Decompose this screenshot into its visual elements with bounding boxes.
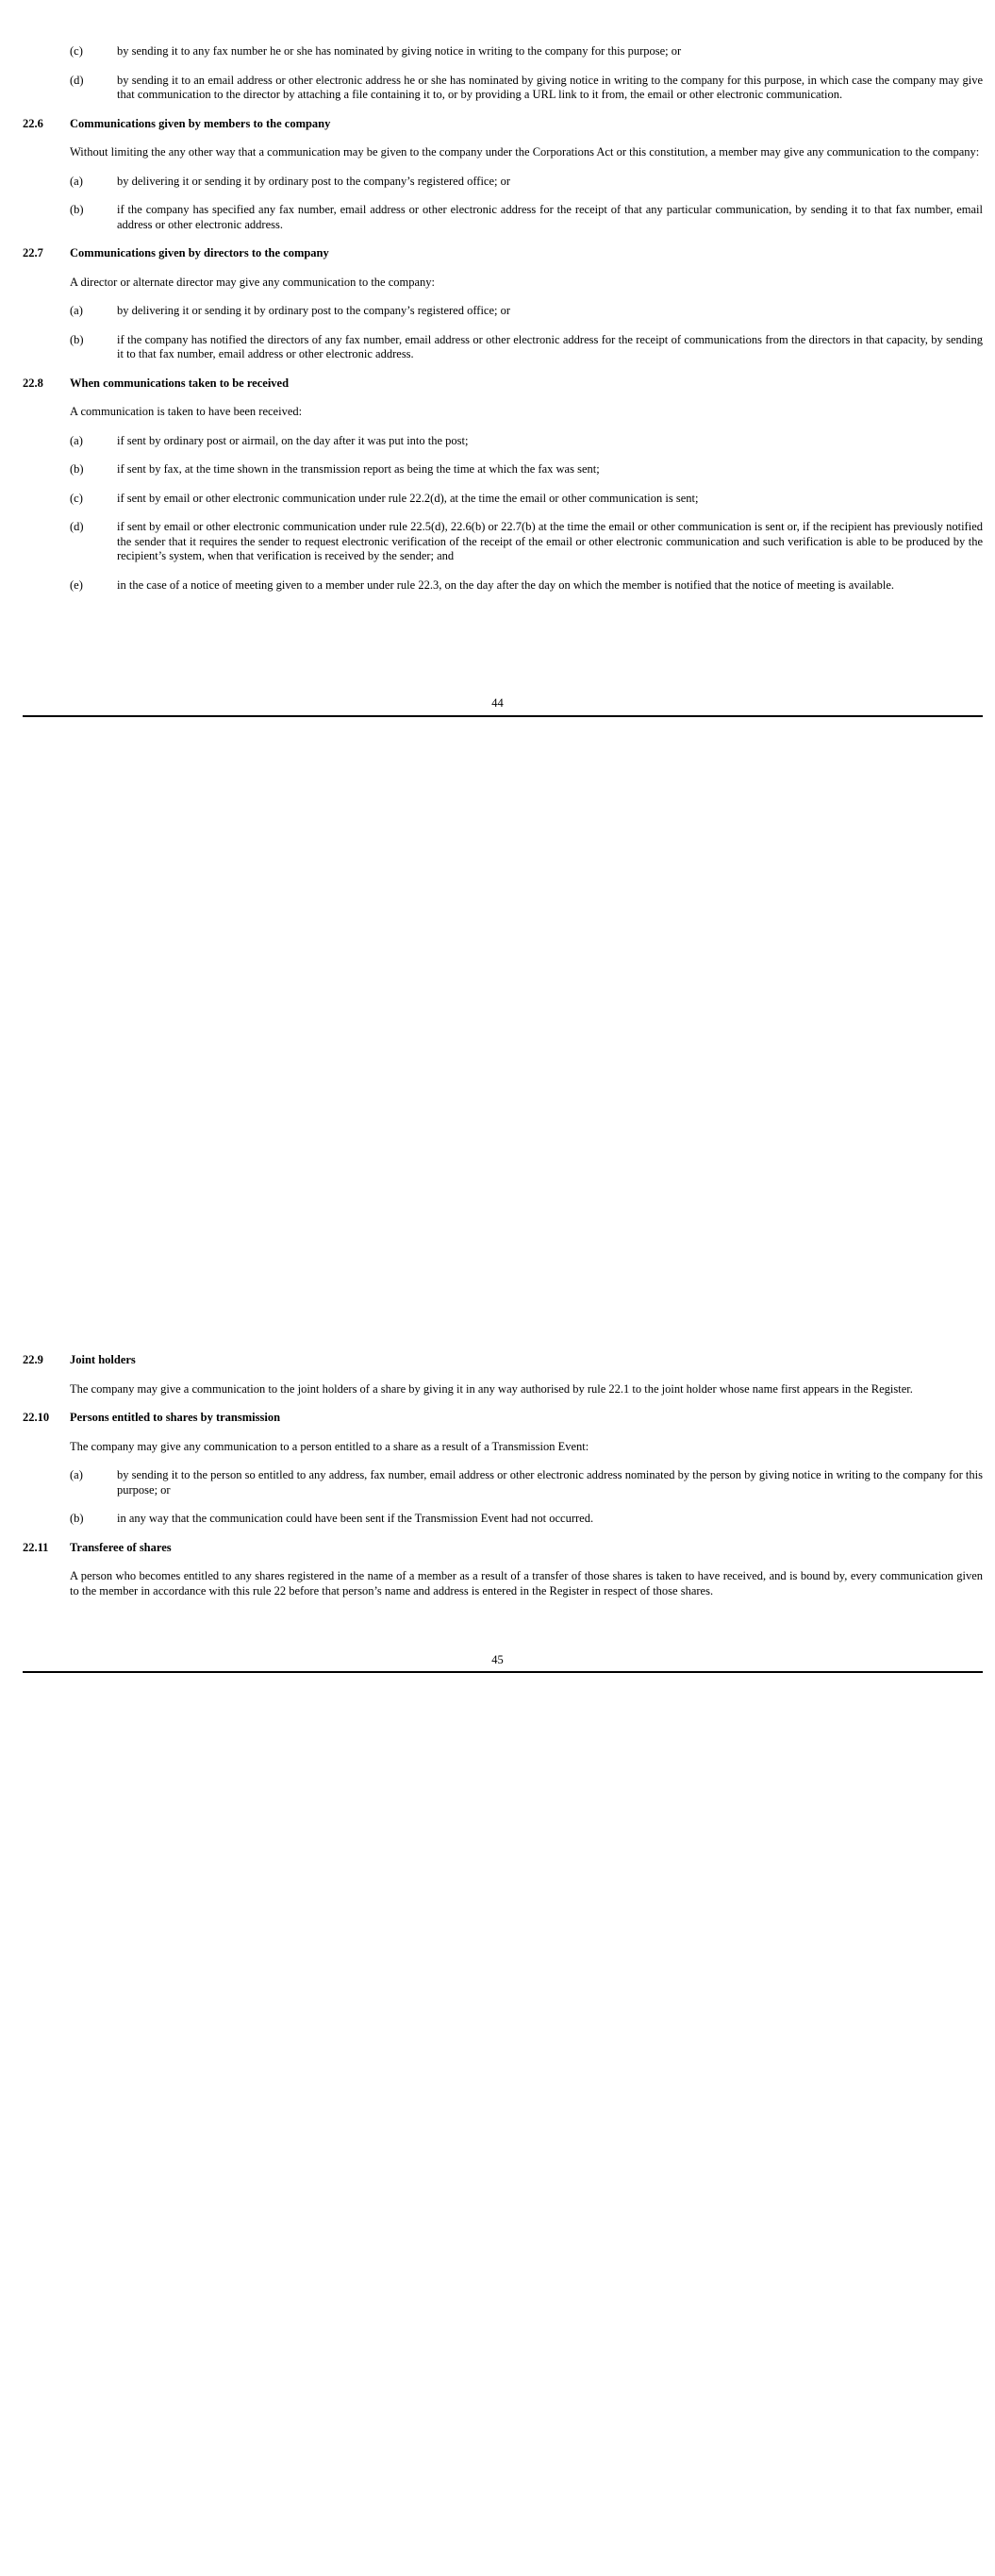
section-title: When communications taken to be received: [70, 376, 290, 390]
section-intro: A director or alternate director may give any communication to the company:: [70, 275, 436, 289]
item-label: (a): [70, 304, 83, 317]
section-number: 22.6: [23, 116, 43, 130]
item-label: (a): [70, 174, 83, 188]
section-heading-22-7: [23, 246, 983, 261]
page-45-content: [23, 1353, 983, 1613]
item-text: if sent by email or other electronic communication under rule 22.5(d), 22.6(b) or 22.7(b) at the time the email or other communication is sent or, if the recipient has previously notified the sender that it requires the sender to request electronic verification of the receipt of the email or other electronic communication and such verification is able to be produced by the recipient’s system, when that verification is received by the sender; and: [117, 520, 983, 562]
section-title: Transferee of shares: [70, 1540, 172, 1554]
item-label: (d): [70, 73, 84, 87]
item-text: if sent by fax, at the time shown in the transmission report as being the time at which the fax was sent;: [117, 462, 600, 476]
item-text: in any way that the communication could have been sent if the Transmission Event had not occurred.: [117, 1512, 594, 1525]
section-intro: A communication is taken to have been received:: [70, 405, 303, 418]
list-item: [70, 175, 983, 190]
list-item: [70, 434, 983, 449]
item-text: by delivering it or sending it by ordinary post to the company’s registered office; or: [117, 174, 511, 188]
page-44-content: [23, 44, 983, 607]
list-item: [70, 203, 983, 232]
list-item: [70, 1512, 983, 1527]
item-label: (c): [70, 44, 83, 58]
list-item: [70, 74, 983, 103]
list-item: [70, 333, 983, 362]
list-item: [70, 578, 983, 594]
item-label: (c): [70, 491, 83, 505]
section-intro: The company may give any communication to a person entitled to a share as a result of a Transmission Event:: [70, 1439, 589, 1453]
item-text: if the company has specified any fax number, email address or other electronic address for the receipt of that any particular communication, by sending it to that fax number, email address or other electronic address.: [117, 203, 983, 231]
item-text: in the case of a notice of meeting given to a member under rule 22.3, on the day after the day on which the member is notified that the notice of meeting is available.: [117, 577, 895, 592]
item-label: (a): [70, 1468, 83, 1481]
item-label: (e): [70, 577, 83, 592]
item-label: (b): [70, 1512, 84, 1525]
list-item: [70, 492, 983, 507]
item-text: by sending it to an email address or other electronic address he or she has nominated by giving notice in writing to the company for this purpose, in which case the company may give that communication to the director by attaching a file containing it to, or by providing a URL link to it from, the email or other electronic communication.: [117, 73, 983, 101]
item-label: (b): [70, 332, 84, 346]
list-item: [70, 44, 983, 59]
section-number: 22.8: [23, 376, 43, 390]
section-number: 22.7: [23, 246, 43, 259]
section-heading-22-6: [23, 117, 983, 132]
item-text: if sent by ordinary post or airmail, on the day after it was put into the post;: [117, 433, 469, 447]
page-number: 44: [491, 696, 504, 710]
item-label: (a): [70, 433, 83, 447]
section-number: 22.10: [23, 1411, 50, 1424]
item-text: by sending it to any fax number he or she has nominated by giving notice in writing to the company for this purpose; or: [117, 44, 682, 58]
list-item: [70, 520, 983, 564]
list-item: [70, 462, 983, 477]
page-divider: [23, 715, 983, 717]
item-text: by sending it to the person so entitled to any address, fax number, email address or other electronic address nominated by the person by giving notice in writing to the company for this purpose; or: [117, 1468, 983, 1497]
list-item: [70, 304, 983, 319]
section-heading-22-11: [23, 1541, 983, 1556]
section-intro: A person who becomes entitled to any shares registered in the name of a member as a result of a transfer of those shares is taken to have received, and is bound by, every communication given to the member in accordance with this rule 22 before that person’s name and address is entered in the Register in respect of those shares.: [70, 1569, 983, 1597]
section-heading-22-10: [23, 1411, 983, 1426]
section-title: Persons entitled to shares by transmission: [70, 1411, 281, 1424]
section-intro: The company may give a communication to the joint holders of a share by giving it in any way authorised by rule 22.1 to the joint holder whose name first appears in the Register.: [70, 1381, 913, 1396]
section-title: Joint holders: [70, 1353, 136, 1366]
section-title: Communications given by members to the company: [70, 116, 331, 130]
list-item: [70, 1468, 983, 1497]
item-text: if the company has notified the directors of any fax number, email address or other electronic address for the receipt of communications from the directors in that capacity, by sending it to that fax number, email address or other electronic address.: [117, 332, 983, 360]
section-heading-22-9: [23, 1353, 983, 1368]
section-number: 22.9: [23, 1353, 43, 1366]
item-text: by delivering it or sending it by ordinary post to the company’s registered office; or: [117, 304, 511, 317]
page-divider: [23, 1671, 983, 1673]
item-text: if sent by email or other electronic communication under rule 22.2(d), at the time the email or other communication is sent;: [117, 491, 699, 505]
section-number: 22.11: [23, 1540, 49, 1554]
section-title: Communications given by directors to the company: [70, 246, 329, 259]
section-heading-22-8: [23, 376, 983, 392]
section-intro: Without limiting the any other way that a communication may be given to the company under the Corporations Act or this constitution, a member may give any communication to the company:: [70, 145, 980, 159]
item-label: (b): [70, 203, 84, 216]
page-number: 45: [491, 1653, 504, 1666]
item-label: (d): [70, 520, 84, 533]
item-label: (b): [70, 462, 84, 476]
